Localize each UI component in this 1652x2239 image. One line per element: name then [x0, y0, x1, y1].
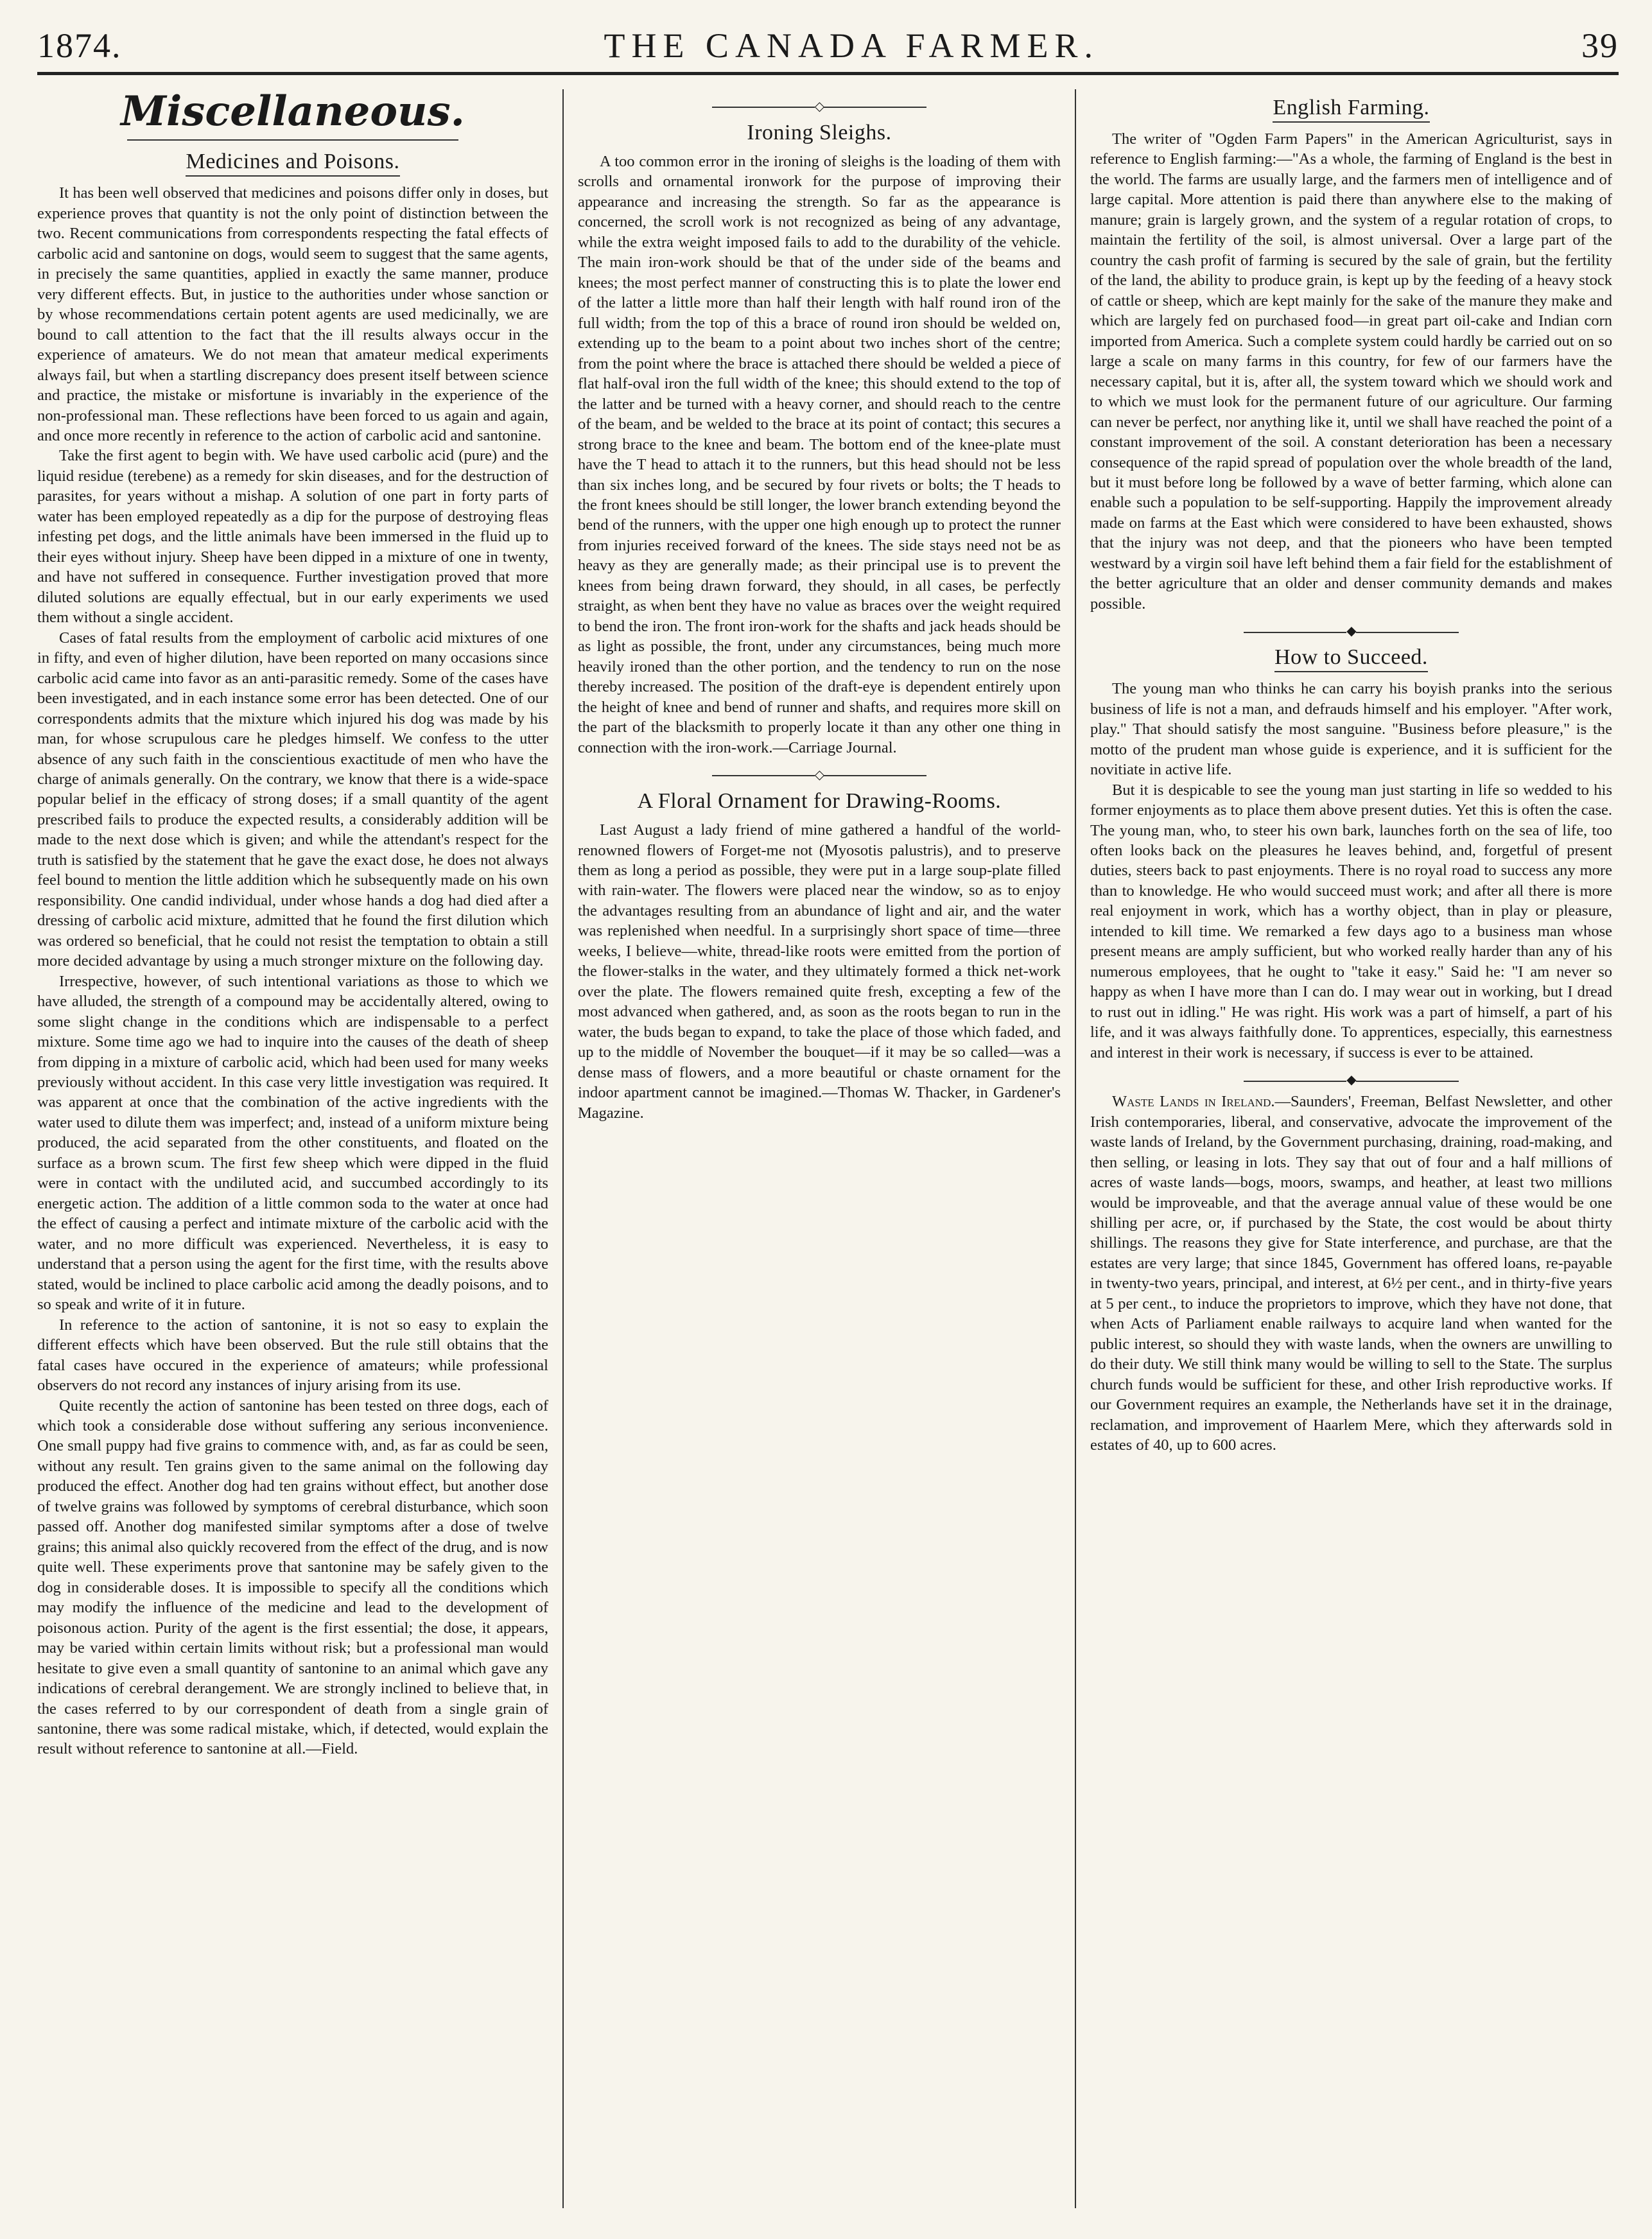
- paragraph: Quite recently the action of santonine has been tested on three dogs, each of which took a considerable dose without suffering any serious inconvenience. One small puppy had five grains to commence with, and, as far as could be seen, without any result. Ten grains given to the same animal on the following day produced the effect. Another dog had ten grains without effect, but another dose of twelve grains was followed by symptoms of cerebral disturbance, which soon passed off. Another dog manifested similar symptoms after a dose of twelve grains; this animal also quickly recovered from the effect of the drug, and is now quite well. These experiments prove that santonine may be safely given to the dog in considerable doses. It is impossible to specify all the conditions which may modify the influence of the medicine and lead to the development of poisonous action. Purity of the agent is the first essential; the dose, it appears, may be varied within certain limits without risk; but a professional man would hesitate to give even a small quantity of santonine to an animal which gave any indications of cerebral derangement. We are strongly inclined to believe that, in the cases referred to by our correspondent of death from a single grain of santonine, there was some radical mistake, which, if detected, would explain the result without reference to santonine at all.—Field.: [37, 1397, 548, 1758]
- section-rule: [127, 139, 458, 141]
- article-title-text: Medicines and Poisons.: [186, 150, 399, 177]
- waste-lands-lead: Waste Lands in Ireland.: [1112, 1093, 1275, 1111]
- masthead-title: THE CANADA FARMER.: [604, 26, 1100, 65]
- section-heading: Miscellaneous.: [121, 89, 465, 135]
- paragraph: The writer of "Ogden Farm Papers" in the American Agriculturist, says in reference to English farming:—"As a whole, the farming of England is the best in the world. The farms are usually large, and the farmers men of intelligence and of large capital. More attention is paid there than anywhere else to the making of manure; grain is largely grown, and the system of a regular rotation of crops, to maintain the fertility of the soil, is almost universal. Over a large part of the country the cash profit of farming is secured by the sale of grain, but the fertility of the land, the ability to produce grain, is kept up by the feeding of a heavy stock of cattle or sheep, which are kept mainly for the sake of the manure they make and which are largely fed on purchased food—in great part oil-cake and Indian corn imported from America. Such a complete system could hardly be carried out on so large a scale on many farms in this country, for few of our farmers have the necessary capital, but it is, after all, the system toward which we should work and to which we must look for the permanent future of our agriculture. Our farming can never be perfect, nor anything like it, until we shall have reached the point of a constant improvement of the soil. A constant deterioration has been a necessary consequence of the rapid spread of population over the whole breadth of the land, but it must before long be followed by a wave of better farming, which alone can enable such a population to be self-supporting. Happily the improvement already made on farms at the East which were considered to have been exhausted, shows that the injury was not deep, and that the pioneers who have been tempted westward by a virgin soil have left behind them a fair field for the establishment of the better agriculture that an older and denser community demands and makes possible.: [1090, 130, 1612, 613]
- article-title-ironing: [578, 121, 1061, 145]
- paragraph: Irrespective, however, of such intentional variations as those to which we have alluded, the strength of a compound may be accidentally altered, owing to some slight change in the conditions which are indispensable to a perfect mixture. Some time ago we had to inquire into the causes of the death of sheep from dipping in a mixture of carbolic acid, which had been used for many weeks previously without accident. In this case very little investigation was required. It was apparent at once that the combination of the active ingredients with the water used to dilute them was imperfect; and, instead of a uniform mixture being produced, the acid separated from the other constituents, and floated on the surface as a brown scum. The first few sheep which were dipped in the fluid were in contact with the undiluted acid, and succumbed accordingly to its energetic action. The addition of a little common soda to the water at once had the effect of causing a perfect and intimate mixture of the carbolic acid with the water, and no more difficult was experienced. Nevertheless, it is easy to understand that a person using the agent for the first time, with the results above stated, would be inclined to place carbolic acid among the deadly poisons, and to so speak and write of it in future.: [37, 972, 548, 1314]
- article-title-text: Ironing Sleighs.: [747, 121, 892, 144]
- paragraph: A too common error in the ironing of sleighs is the loading of them with scrolls and ornamental ironwork for the purpose of improving their appearance and increasing the strength. So far as the appearance is concerned, the scroll work is not recognized as being of any advantage, while the extra weight imposed fails to add to the durability of the vehicle. The main iron-work should be that of the under side of the beams and knees; the most perfect manner of constructing this is to plate the lower end of the latter a little more than half their length with half round iron of the full width; from the top of this a brace of round iron should be welded on, extending up to the beam to a point about two inches short of the centre; from the point where the brace is attached there should be welded a piece of flat half-oval iron the full width of the knee; this should extend to the top of the latter and be turned with a heavy corner, and should reach to the centre of the beam, and be welded to the brace at its point of contact; this secures a strong brace to the knee and beam. The bottom end of the knee-plate must have the T head to attach it to the runners, but this head should not be less than six inches long, and be secured by four rivets or bolts; the T heads to the front knees should be still longer, the lower branch extending beyond the bend of the runners, with the upper one high enough up to protect the runner from injuries received forward of the knees. The side stays need not be as heavy as they are generally made; as their principal use is to prevent the knees from being drawn forward, they should, in all cases, be perfectly straight, as when bent they have no value as braces over the weight required to bend the iron. The front iron-work for the shafts and jack heads should be as light as possible, the front, under any circumstances, being much more heavily ironed than the other portion, and the tendency to run on the nose thereby increased. The position of the draft-eye is dependent entirely upon the height of knee and bend of runner and shafts, and requires more skill on the part of the blacksmith to properly locate it than any other one thing in connection with the iron-work.—Carriage Journal.: [578, 153, 1061, 756]
- article-title-text: English Farming.: [1273, 96, 1429, 123]
- column-2: [564, 89, 1076, 2208]
- paragraph-waste-lands: [1090, 1092, 1612, 1455]
- paragraph: The young man who thinks he can carry his boyish pranks into the serious business of life is not a man, and defrauds himself and his employer. "After work, play." That should satisfy the most sanguine. "Business before pleasure," is the motto of the prudent man whose guide is experience, and it is sufficient for the novitiate in active life.: [1090, 680, 1612, 779]
- paragraph: Take the first agent to begin with. We have used carbolic acid (pure) and the liquid residue (terebene) as a remedy for skin diseases, and for the destruction of parasites, for years without a mishap. A solution of one part in forty parts of water has been employed repeatedly as a dip for the purpose of destroying fleas infesting pet dogs, and the little animals have been immersed in the fluid up to their eyes without injury. Sheep have been dipped in a mixture of one in twenty, and have not suffered in consequence. Further investigation proved that more diluted solutions are equally effectual, but in our early experiments we used them without a single accident.: [37, 447, 548, 627]
- article-title-text: A Floral Ornament for Drawing-Rooms.: [637, 789, 1002, 814]
- article-title-medicines: [37, 150, 548, 177]
- article-title-text: How to Succeed.: [1274, 645, 1428, 672]
- column-1: [37, 89, 564, 2208]
- separator-ornament: ◆: [1090, 623, 1612, 639]
- article-title-floral: [578, 789, 1061, 814]
- paragraph: Last August a lady friend of mine gathered a handful of the world-renowned flowers of Forget-me not (Myosotis palustris), and to preserve them as long a period as possible, they were put in a large soup-plate filled with rain-water. The flowers were placed near the window, so as to enjoy the advantages resulting from an abundance of light and air, and the water was replenished when needful. In a surprisingly short space of time—three weeks, I believe—white, thread-like roots were emitted from the portion of the flower-stalks in the water, and they ultimately formed a thick net-work over the plate. The flowers remained quite fresh, excepting a few of the most advanced when gathered, and, as soon as the roots began to run in the water, the buds began to expand, to take the place of those which faded, and up to the middle of November the bouquet—if it may be so called—was a dense mass of flowers, and a more beautiful or chaste ornament for the indoor apartment cannot be imagined.—Thomas W. Thacker, in Gardener's Magazine.: [578, 821, 1061, 1122]
- article-title-how-to-succeed: [1090, 645, 1612, 672]
- columns: [37, 89, 1619, 2208]
- masthead-page-number: 39: [1581, 26, 1619, 65]
- article-title-english-farming: [1090, 96, 1612, 123]
- paragraph: But it is despicable to see the young man just starting in life so wedded to his former enjoyments as to place them above present duties. Yet this is often the case. The young man, who, to steer his own bark, launches forth on the sea of life, too often looks back on the pleasures he leaves behind, and, forgetful of present duties, steers back to past enjoyments. There is no royal road to success any more than to knowledge. He who would succeed must work; and after all there is more real enjoyment in work, which has a worthy object, than in play or pleasure, intended to kill time. We remarked a few days ago to a business man whose present means are amply sufficient, but who worked really harder than any of his numerous employees, that he ought to "take it easy." Said he: "I am never so happy as when I have more than I can do. I may wear out in working, but I dread to rust out in idling." He was right. His work was a part of himself, a part of his life, and it was always faithfully done. To apprentices, especially, this earnestness and interest in their work is necessary, if success is ever to be attained.: [1090, 781, 1612, 1061]
- paragraph: Cases of fatal results from the employment of carbolic acid mixtures of one in fifty, and even of higher dilution, have been reported on many occasions since carbolic acid came into favor as an anti-parasitic remedy. Some of the cases have been investigated, and in each instance some error has been detected. One of our correspondents admits that the mixture which injured his dog was made by his man, for whose scrupulous care he pledges himself. We confess to the utter absence of any such faith in the conscientious exactitude of men who have the charge of animals generally. On the contrary, we know that there is a wide-space popular belief in the efficacy of strong doses; if a small quantity of the agent prescribed fails to produce the expected results, a considerably addition will be made to the next dose which is given; and while the attendant's respect for the truth is satisfied by the statement that he gave the exact dose, he does not always feel bound to mention the little addition which he subsequently made on his own responsibility. One candid individual, under whose hands a dog had died after a dressing of carbolic acid mixture, admitted that he found the first dilution which was ordered so beneficial, that he could not resist the temptation to obtain a still more decided advantage by using a much stronger mixture on the following day.: [37, 629, 548, 970]
- paragraph: It has been well observed that medicines and poisons differ only in doses, but experience proves that quantity is not the only point of distinction between the two. Recent communications from correspondents respecting the fatal effects of carbolic acid and santonine on dogs, would seem to suggest that the same agents, in precisely the same quantities, applied in exactly the same manner, produce very different effects. But, in justice to the authorities under whose sanction or by whose recommendations certain potent agents are used medicinally, we are bound to call attention to the fact that the ill results always occur in the experience of amateurs. We do not mean that amateur medical experiments always fail, but when a startling discrepancy does present itself between science and practice, the mistake or misfortune is invariably in the experience of the non-professional man. These reflections have been forced to us again and again, and once more recently in reference to the action of carbolic acid and santonine.: [37, 184, 548, 445]
- paragraph: In reference to the action of santonine, it is not so easy to explain the different effects which have been observed. But the rule still obtains that the fatal cases have occured in the experience of amateurs; while professional observers do not record any instances of injury arising from its use.: [37, 1316, 548, 1395]
- separator-ornament: ◆: [1090, 1072, 1612, 1088]
- separator-ornament: ◇: [578, 767, 1061, 783]
- masthead-year: 1874.: [37, 26, 122, 65]
- column-3: [1076, 89, 1612, 2208]
- waste-lands-text: —Saunders', Freeman, Belfast Newsletter, and other Irish contemporaries, liberal, and conservative, advocate the improvement of the waste lands of Ireland, by the Government purchasing, draining, road-making, and then selling, or leasing in lots. They say that out of four and a half millions of acres of waste lands—bogs, moors, swamps, and heather, at least two millions would be improveable, and that the average annual value of these would be one shilling per acre, or, if purchased by the State, the cost would be about thirty shillings. The reasons they give for State interference, and purchase, are that the estates are very large; that since 1845, Government has offered loans, re-payable in twenty-two years, principal, and interest, at 6½ per cent., and in thirty-five years at 5 per cent., to induce the proprietors to improve, which they have not done, that when Acts of Parliament enable railways to acquire land when wanted for the public interest, so should they with waste lands, when the owners are unwilling to do their duty. We still think many would be willing to sell to the State. The surplus church funds would be sufficient for these, and other Irish reproductive works. If our Government requires an example, the Netherlands have set it in the drainage, reclamation, and improvement of Haarlem Mere, which they afterwards sold in estates of 40, up to 600 acres.: [1090, 1093, 1612, 1454]
- masthead: [37, 26, 1619, 75]
- separator-ornament: ◇: [578, 98, 1061, 114]
